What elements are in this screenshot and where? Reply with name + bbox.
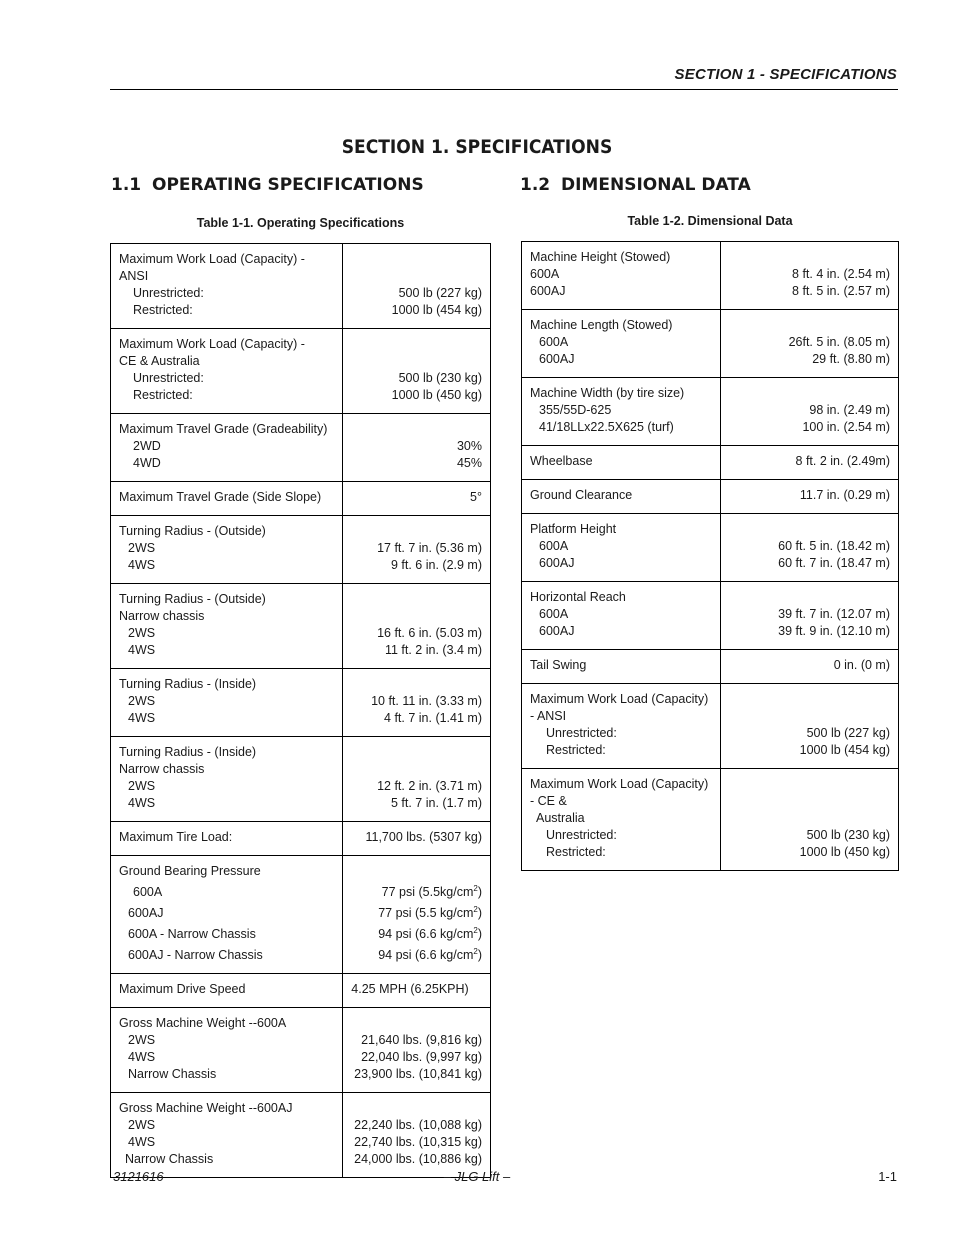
- row-value: 1000 lb (454 kg): [391, 303, 482, 317]
- row-value: [351, 947, 482, 964]
- row-label: 600AJ: [539, 352, 575, 366]
- row-value: 1000 lb (450 kg): [799, 845, 890, 859]
- row-value: 24,000 lbs. (10,886 kg): [354, 1152, 482, 1166]
- row-value: 21,640 lbs. (9,816 kg): [361, 1033, 482, 1047]
- row-label-cell: [522, 650, 721, 684]
- row-label: Horizontal Reach: [530, 590, 626, 604]
- row-label-cell: [522, 582, 721, 650]
- footer-doc-number: 3121616: [113, 1169, 164, 1184]
- closing-paren: ): [477, 906, 482, 920]
- row-label-cell: [522, 446, 721, 480]
- row-label: Maximum Work Load (Capacity): [530, 777, 709, 791]
- row-label: Maximum Travel Grade (Side Slope): [119, 490, 322, 504]
- table-row: [111, 414, 491, 482]
- row-value-cell: [720, 446, 898, 480]
- row-value: 17 ft. 7 in. (5.36 m): [377, 541, 482, 555]
- row-label: Turning Radius - (Inside): [119, 745, 257, 759]
- row-label: Restricted:: [133, 303, 193, 317]
- table-row: [111, 1093, 491, 1178]
- row-label-cell: [111, 1093, 343, 1178]
- row-label: 355/55D-625: [539, 403, 612, 417]
- row-value-cell: [720, 684, 898, 769]
- row-label-cell: [111, 737, 343, 822]
- row-label-cell: [522, 480, 721, 514]
- row-label: 600AJ - Narrow Chassis: [128, 948, 263, 962]
- row-label-cell: [111, 822, 343, 856]
- row-label: Maximum Work Load (Capacity): [530, 692, 709, 706]
- row-value: 4.25 MPH (6.25KPH): [351, 982, 469, 996]
- row-label: Australia: [536, 811, 585, 825]
- row-value: 39 ft. 7 in. (12.07 m): [778, 607, 890, 621]
- row-label: Restricted:: [546, 845, 606, 859]
- row-value: 500 lb (230 kg): [806, 828, 890, 842]
- row-value: 0 in. (0 m): [833, 658, 890, 672]
- heading-number: 1.1: [111, 175, 142, 195]
- row-label-cell: [111, 414, 343, 482]
- row-label: Maximum Work Load (Capacity) -: [119, 252, 305, 266]
- row-label-cell: [522, 769, 721, 871]
- row-label: 2WS: [128, 1033, 156, 1047]
- row-label: 2WS: [128, 1118, 156, 1132]
- table-row: [522, 582, 899, 650]
- page-title: SECTION 1. SPECIFICATIONS: [341, 136, 613, 158]
- row-value-cell: [720, 310, 898, 378]
- row-label-cell: [522, 310, 721, 378]
- row-label: Narrow chassis: [119, 609, 205, 623]
- row-label: 2WD: [133, 439, 161, 453]
- row-value-cell: [720, 769, 898, 871]
- table-row: [522, 514, 899, 582]
- row-label-cell: [111, 584, 343, 669]
- row-value: 10 ft. 11 in. (3.33 m): [371, 694, 482, 708]
- row-label: 600A: [133, 885, 163, 899]
- row-label-cell: [111, 1008, 343, 1093]
- row-value: 26ft. 5 in. (8.05 m): [788, 335, 890, 349]
- table-row: [522, 650, 899, 684]
- row-value: 45%: [456, 456, 482, 470]
- row-value: 500 lb (230 kg): [398, 371, 482, 385]
- superscript: 2: [473, 946, 478, 956]
- dimensional-data-table: [521, 241, 899, 871]
- row-value-cell: [343, 974, 491, 1008]
- row-label: Narrow Chassis: [128, 1067, 217, 1081]
- row-value: 11,700 lbs. (5307 kg): [365, 830, 482, 844]
- row-value-text: 77 psi (5.5kg/cm: [381, 885, 474, 899]
- row-label-cell: [111, 516, 343, 584]
- row-value: 11.7 in. (0.29 m): [799, 488, 890, 502]
- row-value: 1000 lb (454 kg): [799, 743, 890, 757]
- row-value: 60 ft. 5 in. (18.42 m): [778, 539, 890, 553]
- table-row: [111, 974, 491, 1008]
- table-row: [111, 584, 491, 669]
- row-label: 2WS: [128, 779, 156, 793]
- row-value-cell: [720, 242, 898, 310]
- row-label: 41/18LLx22.5X625 (turf): [539, 420, 674, 434]
- table-row: [111, 737, 491, 822]
- row-label-cell: [522, 514, 721, 582]
- row-value-cell: [720, 514, 898, 582]
- row-label: Restricted:: [546, 743, 606, 757]
- row-value-cell: [343, 414, 491, 482]
- row-value: 30%: [456, 439, 482, 453]
- heading-number: 1.2: [520, 175, 551, 195]
- table-row: [111, 516, 491, 584]
- row-value: 4 ft. 7 in. (1.41 m): [384, 711, 482, 725]
- row-value: 22,740 lbs. (10,315 kg): [354, 1135, 482, 1149]
- row-label: 600A: [530, 267, 560, 281]
- row-label: 600A: [539, 539, 569, 553]
- row-value: 22,240 lbs. (10,088 kg): [354, 1118, 482, 1132]
- operating-specifications-table: [110, 243, 491, 1178]
- row-value-cell: [343, 244, 491, 329]
- row-value: 9 ft. 6 in. (2.9 m): [390, 558, 482, 572]
- table-row: [522, 446, 899, 480]
- row-value: 29 ft. (8.80 m): [812, 352, 890, 366]
- row-label: 600AJ: [128, 906, 164, 920]
- row-value: 11 ft. 2 in. (3.4 m): [384, 643, 482, 657]
- table-row: [522, 684, 899, 769]
- row-label: Ground Clearance: [530, 488, 633, 502]
- row-label: Unrestricted:: [133, 286, 204, 300]
- heading-dimensional-data: [520, 175, 751, 195]
- row-value-cell: [343, 1093, 491, 1178]
- row-value-cell: [343, 669, 491, 737]
- table-row: [522, 480, 899, 514]
- row-label: Narrow Chassis: [125, 1152, 214, 1166]
- row-value-cell: [720, 650, 898, 684]
- row-label: Gross Machine Weight --600A: [119, 1016, 287, 1030]
- heading-operating-specifications: [111, 175, 424, 195]
- row-label: Machine Length (Stowed): [530, 318, 673, 332]
- table-row: [522, 378, 899, 446]
- row-value-cell: [343, 856, 491, 974]
- row-label-cell: [111, 669, 343, 737]
- table-caption-operating: Table 1-1. Operating Specifications: [196, 216, 405, 230]
- table-caption-dimensional: Table 1-2. Dimensional Data: [627, 214, 793, 228]
- row-value-cell: [720, 582, 898, 650]
- row-label: 600AJ: [539, 556, 575, 570]
- footer-center: – JLG Lift –: [443, 1169, 511, 1184]
- row-value-cell: [343, 1008, 491, 1093]
- row-label: 4WD: [133, 456, 161, 470]
- row-label: Maximum Drive Speed: [119, 982, 246, 996]
- row-value: 8 ft. 4 in. (2.54 m): [792, 267, 890, 281]
- row-value: [351, 884, 482, 901]
- row-label: 600A: [539, 335, 569, 349]
- row-value-cell: [343, 329, 491, 414]
- closing-paren: ): [477, 885, 482, 899]
- row-value: 5 ft. 7 in. (1.7 m): [390, 796, 482, 810]
- row-label: 600A: [539, 607, 569, 621]
- row-label-cell: [111, 856, 343, 974]
- row-label: Unrestricted:: [546, 828, 617, 842]
- row-value: 500 lb (227 kg): [806, 726, 890, 740]
- row-label: Maximum Work Load (Capacity) -: [119, 337, 305, 351]
- table-row: [111, 482, 491, 516]
- superscript: 2: [473, 925, 478, 935]
- row-label: Platform Height: [530, 522, 617, 536]
- row-label-cell: [111, 244, 343, 329]
- row-label: ANSI: [119, 269, 149, 283]
- row-label-cell: [522, 684, 721, 769]
- table-row: [111, 1008, 491, 1093]
- row-value-cell: [343, 516, 491, 584]
- row-label: Ground Bearing Pressure: [119, 864, 261, 878]
- row-label-cell: [522, 242, 721, 310]
- row-value-cell: [343, 737, 491, 822]
- table-row: [111, 822, 491, 856]
- row-label: 4WS: [128, 643, 156, 657]
- superscript: 2: [473, 883, 478, 893]
- closing-paren: ): [477, 927, 482, 941]
- table-row: [111, 669, 491, 737]
- row-label: 4WS: [128, 1135, 156, 1149]
- row-label: 600A - Narrow Chassis: [128, 927, 256, 941]
- row-value-text: 94 psi (6.6 kg/cm: [378, 948, 474, 962]
- row-label: Maximum Tire Load:: [119, 830, 233, 844]
- table-row: [111, 244, 491, 329]
- row-value-text: 77 psi (5.5 kg/cm: [378, 906, 474, 920]
- row-label: Narrow chassis: [119, 762, 205, 776]
- row-value: 22,040 lbs. (9,997 kg): [361, 1050, 482, 1064]
- closing-paren: ): [477, 948, 482, 962]
- row-label: 4WS: [128, 796, 156, 810]
- row-value-cell: [720, 378, 898, 446]
- running-header: SECTION 1 - SPECIFICATIONS: [674, 66, 897, 83]
- table-row: [111, 329, 491, 414]
- row-value-cell: [720, 480, 898, 514]
- header-rule: [110, 89, 898, 90]
- row-label: - ANSI: [530, 709, 567, 723]
- table-row: [522, 242, 899, 310]
- row-label: Turning Radius - (Outside): [119, 524, 266, 538]
- row-label: Tail Swing: [530, 658, 587, 672]
- row-label: 2WS: [128, 626, 156, 640]
- row-label: Gross Machine Weight --600AJ: [119, 1101, 293, 1115]
- row-label-cell: [111, 482, 343, 516]
- row-value: [351, 926, 482, 943]
- row-value: 1000 lb (450 kg): [391, 388, 482, 402]
- row-label: - CE &: [530, 794, 567, 808]
- row-value: 8 ft. 5 in. (2.57 m): [792, 284, 890, 298]
- row-label: Turning Radius - (Outside): [119, 592, 266, 606]
- row-label: 2WS: [128, 694, 156, 708]
- table-row: [522, 310, 899, 378]
- row-label: 4WS: [128, 1050, 156, 1064]
- row-label: Machine Width (by tire size): [530, 386, 685, 400]
- row-label: 4WS: [128, 558, 156, 572]
- row-value-cell: [343, 584, 491, 669]
- row-value: 500 lb (227 kg): [398, 286, 482, 300]
- row-label-cell: [111, 329, 343, 414]
- row-label: Machine Height (Stowed): [530, 250, 671, 264]
- row-value-cell: [343, 822, 491, 856]
- row-value: 100 in. (2.54 m): [802, 420, 890, 434]
- row-label: 2WS: [128, 541, 156, 555]
- row-value: 39 ft. 9 in. (12.10 m): [778, 624, 890, 638]
- row-value: 16 ft. 6 in. (5.03 m): [377, 626, 482, 640]
- row-value: 8 ft. 2 in. (2.49m): [795, 454, 890, 468]
- row-value-text: 94 psi (6.6 kg/cm: [378, 927, 474, 941]
- row-label: Wheelbase: [530, 454, 593, 468]
- heading-text: OPERATING SPECIFICATIONS: [152, 175, 424, 195]
- table-row: [522, 769, 899, 871]
- heading-text: DIMENSIONAL DATA: [561, 175, 751, 195]
- row-label-cell: [111, 974, 343, 1008]
- row-value: 5°: [470, 490, 482, 504]
- row-value: [351, 905, 482, 922]
- footer-page-number: 1-1: [878, 1169, 897, 1184]
- row-label: 600AJ: [539, 624, 575, 638]
- row-label: 4WS: [128, 711, 156, 725]
- row-label: CE & Australia: [119, 354, 200, 368]
- row-label: Unrestricted:: [546, 726, 617, 740]
- superscript: 2: [473, 904, 478, 914]
- table-row: [111, 856, 491, 974]
- row-label: Restricted:: [133, 388, 193, 402]
- row-label: Turning Radius - (Inside): [119, 677, 257, 691]
- row-label: Unrestricted:: [133, 371, 204, 385]
- row-value: 23,900 lbs. (10,841 kg): [354, 1067, 482, 1081]
- row-value-cell: [343, 482, 491, 516]
- row-value: 60 ft. 7 in. (18.47 m): [778, 556, 890, 570]
- row-value: 12 ft. 2 in. (3.71 m): [377, 779, 482, 793]
- row-label: 600AJ: [530, 284, 566, 298]
- row-value: 98 in. (2.49 m): [809, 403, 890, 417]
- row-label: Maximum Travel Grade (Gradeability): [119, 422, 328, 436]
- row-label-cell: [522, 378, 721, 446]
